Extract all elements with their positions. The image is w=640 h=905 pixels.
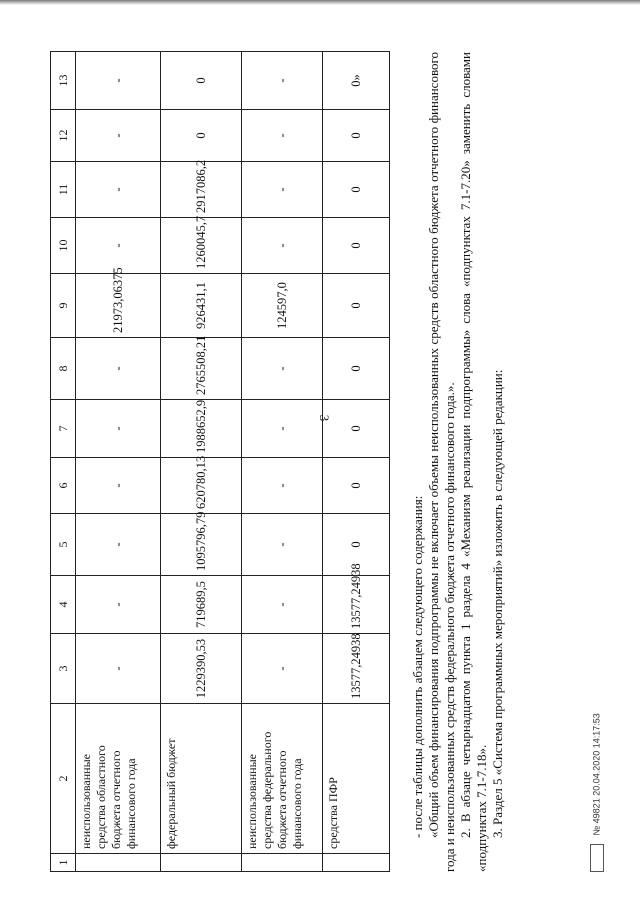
- table-cell: -: [76, 458, 161, 514]
- table-cell: -: [76, 338, 161, 400]
- stamp-text: № 49821 20.04.2020 14:17:53: [591, 713, 602, 836]
- header-cell: 10: [51, 218, 76, 274]
- table-cell: 0: [323, 514, 390, 576]
- table-cell: -: [76, 218, 161, 274]
- table-cell: 0: [323, 162, 390, 218]
- header-cell: 2: [51, 704, 76, 854]
- table-cell: -: [242, 110, 323, 162]
- table-cell: [323, 854, 390, 872]
- table-cell: 719689,5: [161, 576, 242, 634]
- row-label: средства ПФР: [323, 704, 390, 854]
- table-cell: [161, 854, 242, 872]
- table-row: [242, 52, 323, 872]
- financing-table: [50, 51, 390, 872]
- table-cell: -: [242, 576, 323, 634]
- header-cell: 12: [51, 110, 76, 162]
- table-cell: -: [242, 218, 323, 274]
- table-cell: -: [76, 576, 161, 634]
- table-cell: 0»: [323, 52, 390, 110]
- amendment-text: [410, 52, 506, 872]
- table-cell: 1095796,79: [161, 514, 242, 576]
- table-header-row: [51, 52, 76, 872]
- table-row: [76, 52, 161, 872]
- table-cell: 13577,24938: [323, 634, 390, 704]
- table-cell: -: [76, 162, 161, 218]
- table-cell: -: [242, 514, 323, 576]
- table-cell: 926431,1: [161, 274, 242, 338]
- scan-edge: [0, 0, 640, 5]
- table-cell: 0: [323, 400, 390, 458]
- table-cell: [76, 854, 161, 872]
- table-cell: 0: [161, 110, 242, 162]
- table-cell: 2917086,2: [161, 162, 242, 218]
- table-cell: -: [242, 458, 323, 514]
- table-cell: 0: [323, 110, 390, 162]
- table-cell: -: [242, 52, 323, 110]
- table-cell: 21973,06375: [76, 274, 161, 338]
- table-cell: 0: [323, 458, 390, 514]
- table-cell: 2765508,21: [161, 338, 242, 400]
- header-cell: 4: [51, 576, 76, 634]
- header-cell: 1: [51, 854, 76, 872]
- table-cell: 1260045,7: [161, 218, 242, 274]
- stamp-logo-icon: [590, 844, 604, 872]
- table-cell: -: [76, 634, 161, 704]
- row-label: неиспользованные средства областного бюджета отчетного финансового года: [76, 704, 161, 854]
- table-cell: 1988652,9: [161, 400, 242, 458]
- table-cell: 0: [323, 218, 390, 274]
- table-cell: -: [76, 514, 161, 576]
- table-cell: [242, 854, 323, 872]
- registration-stamp: [590, 713, 604, 872]
- table-cell: -: [242, 400, 323, 458]
- table-cell: -: [242, 634, 323, 704]
- paragraph-intro: - после таблицы дополнить абзацем следующего содержания:: [410, 495, 425, 838]
- header-cell: 3: [51, 634, 76, 704]
- paragraph-financing-note: «Общий объем финансирования подпрограммы не включает объемы неиспользованных средств областного бюджета отчетного финансового года и неиспользованных средств федерального бюджета отчетного финансового года.».: [426, 52, 457, 872]
- table-cell: 0: [323, 274, 390, 338]
- table-cell: -: [76, 52, 161, 110]
- row-label: федеральный бюджет: [161, 704, 242, 854]
- table-cell: -: [76, 110, 161, 162]
- table-cell: 1229390,53: [161, 634, 242, 704]
- table-cell: 0: [323, 338, 390, 400]
- header-cell: 13: [51, 52, 76, 110]
- paragraph-item-2: 2. В абзаце четырнадцатом пункта 1 раздела 4 «Механизм реализации подпрограммы» слова «подпунктах 7.1-7.20» заменить словами «подпунктах 7.1-7.18».: [458, 52, 489, 872]
- table-cell: -: [242, 338, 323, 400]
- row-label: неиспользованные средства федерального бюджета отчетного финансового года: [242, 704, 323, 854]
- table-cell: 0: [161, 52, 242, 110]
- header-cell: 6: [51, 458, 76, 514]
- header-cell: 8: [51, 338, 76, 400]
- rotated-document-content: [30, 32, 610, 892]
- table-cell: 124597,0: [242, 274, 323, 338]
- header-cell: 11: [51, 162, 76, 218]
- page-number: 3: [317, 414, 332, 422]
- header-cell: 7: [51, 400, 76, 458]
- table-row: [323, 52, 390, 872]
- header-cell: 9: [51, 274, 76, 338]
- header-cell: 5: [51, 514, 76, 576]
- table-cell: 13577,24938: [323, 576, 390, 634]
- table-cell: 620780,13: [161, 458, 242, 514]
- paragraph-item-3: 3. Раздел 5 «Система программных мероприятий» изложить в следующей редакции:: [490, 369, 505, 838]
- table-cell: -: [242, 162, 323, 218]
- table-cell: -: [76, 400, 161, 458]
- table-row: [161, 52, 242, 872]
